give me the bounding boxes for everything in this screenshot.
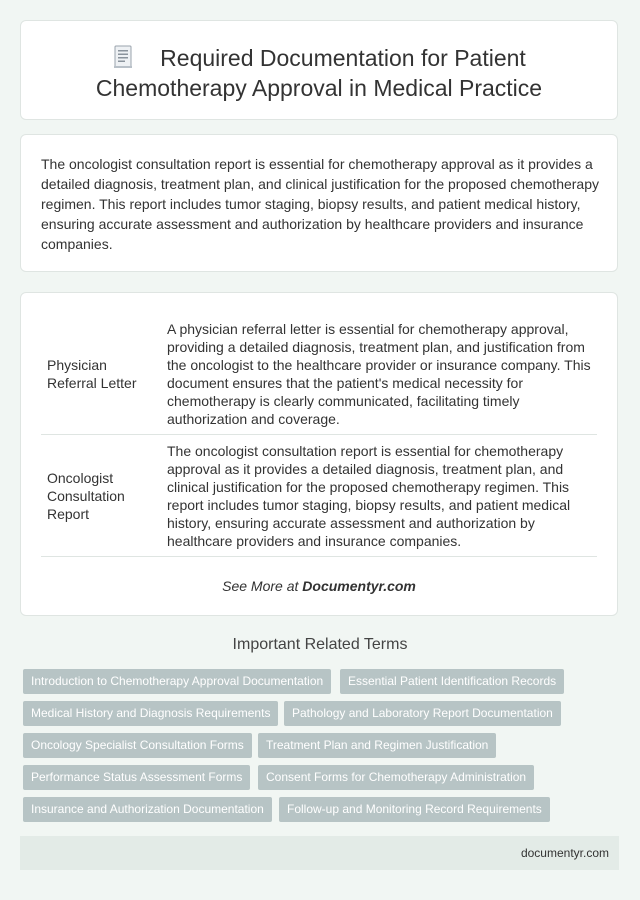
footer-site-link[interactable]: documentyr.com <box>520 846 609 860</box>
related-terms-heading: Important Related Terms <box>232 636 408 653</box>
documents-table <box>41 313 597 557</box>
see-more-site: Documentyr.com <box>302 578 416 594</box>
page-title-text: Required Documentation for Patient Chemotherapy Approval in Medical Practice <box>95 45 543 101</box>
related-term-tag[interactable]: Treatment Plan and Regimen Justification <box>258 733 496 758</box>
title-card <box>20 20 618 120</box>
related-term-tag[interactable]: Medical History and Diagnosis Requirements <box>23 701 278 726</box>
related-term-tag[interactable]: Oncology Specialist Consultation Forms <box>23 733 252 758</box>
see-more-prefix: See More at <box>222 578 303 594</box>
intro-card <box>20 134 618 272</box>
related-term-tag[interactable]: Essential Patient Identification Records <box>340 669 564 694</box>
related-term-tag[interactable]: Consent Forms for Chemotherapy Administration <box>258 765 534 790</box>
row-label: Physician Referral Letter <box>41 313 155 435</box>
documents-table-card <box>20 292 618 616</box>
page-title <box>41 43 597 103</box>
table-row <box>41 313 597 435</box>
see-more-link[interactable] <box>21 578 617 594</box>
row-description: A physician referral letter is essential for chemotherapy approval, providing a detailed diagnosis, treatment plan, and justification from the oncologist to the healthcare provider or insurance company. This document ensures that the patient's medical necessity for chemotherapy is clearly communicated, facilitating timely authorization and coverage. <box>155 313 597 435</box>
table-row <box>41 435 597 557</box>
row-description: The oncologist consultation report is essential for chemotherapy approval as it provides a detailed diagnosis, treatment plan, and clinical justification for the proposed chemotherapy regimen. This report includes tumor staging, biopsy results, and patient medical history, ensuring accurate assessment and authorization by healthcare providers and insurance companies. <box>155 435 597 557</box>
related-term-tag[interactable]: Performance Status Assessment Forms <box>23 765 250 790</box>
related-term-tag[interactable]: Follow-up and Monitoring Record Requirements <box>279 797 550 822</box>
related-term-tag[interactable]: Pathology and Laboratory Report Documentation <box>284 701 561 726</box>
related-term-tag[interactable]: Insurance and Authorization Documentation <box>23 797 272 822</box>
row-label: Oncologist Consultation Report <box>41 435 155 557</box>
footer-bar <box>20 836 619 870</box>
intro-paragraph: The oncologist consultation report is essential for chemotherapy approval as it provides a detailed diagnosis, treatment plan, and clinical justification for the proposed chemotherapy regimen. This report includes tumor staging, biopsy results, and patient medical history, ensuring accurate assessment and authorization by healthcare providers and insurance companies. <box>41 156 599 252</box>
related-term-tag[interactable]: Introduction to Chemotherapy Approval Documentation <box>23 669 331 694</box>
document-icon <box>112 45 134 69</box>
